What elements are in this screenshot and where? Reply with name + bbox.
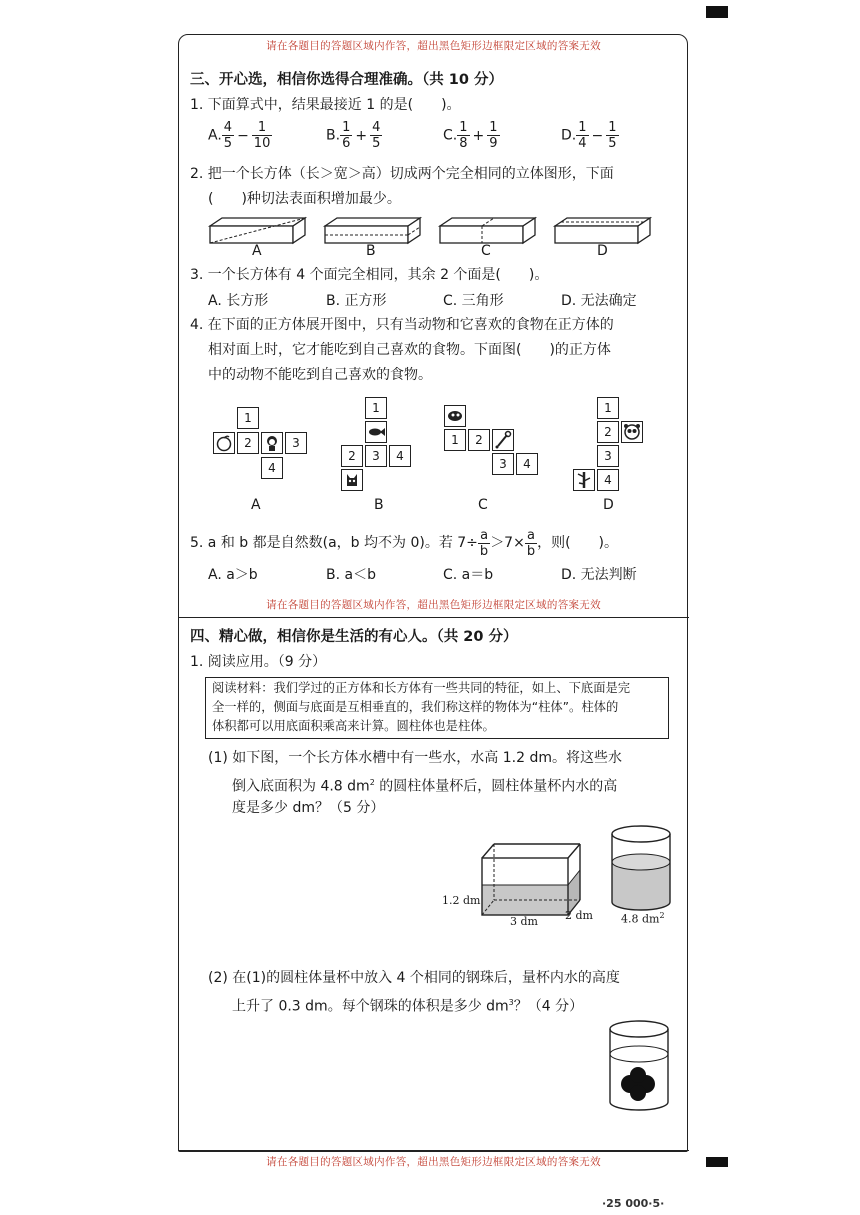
- corner-mark-bottom: [706, 1157, 728, 1167]
- p1-line2-sup: 2: [369, 778, 375, 787]
- q4-line2: 相对面上时，它才能吃到自己喜欢的食物。下面图( )的正方体: [208, 342, 611, 358]
- q2-label-c: C: [481, 243, 491, 259]
- section-divider: [178, 617, 689, 618]
- q1-option-c: [443, 120, 500, 151]
- reading-line-1: 阅读材料：我们学过的正方体和长方体有一些共同的特征，如上、下底面是完: [212, 681, 631, 695]
- q5-option-a: A. a＞b: [208, 567, 258, 583]
- steel-ball-icon: [630, 1067, 646, 1083]
- net-b-cell-1: 1: [365, 397, 387, 419]
- mid-warning: 请在各题目的答题区域内作答，超出黑色矩形边框限定区域的答案无效: [266, 599, 601, 611]
- net-c-cell-3: 3: [492, 453, 514, 475]
- q5-stem: [190, 526, 618, 560]
- q4-line3: 中的动物不能吃到自己喜欢的食物。: [208, 367, 432, 383]
- net-c-dog: [444, 405, 466, 427]
- q1-frac-b-num: 1: [252, 120, 273, 136]
- p1-line3: 度是多少 dm？（5 分）: [232, 800, 385, 816]
- q2-label-d: D: [597, 243, 608, 259]
- cylinder-figure: [608, 822, 674, 914]
- q2-line2: ( )种切法表面积增加最少。: [208, 191, 401, 207]
- q1-frac-b-den: 9: [489, 136, 498, 151]
- q1-frac-a: [340, 120, 352, 151]
- net-d-panda: [621, 421, 643, 443]
- q5-frac2-den: b: [526, 543, 536, 559]
- q5-option-d: D. 无法判断: [561, 567, 637, 583]
- q1-operator: +: [472, 127, 485, 144]
- cylinder-area-sup: 2: [659, 911, 665, 920]
- q1-option-b: [326, 120, 382, 151]
- q5-mid: ＞7×: [490, 535, 525, 551]
- q1-frac-b: [252, 120, 273, 151]
- q1-frac-a-num: 4: [223, 120, 233, 135]
- section3-title: 三、开心选，相信你选得合理准确。（共 10 分）: [190, 72, 504, 88]
- q5-fraction-2: [525, 528, 537, 559]
- q1-option-label: D.: [561, 127, 577, 144]
- net-a-cell-3: 3: [285, 432, 307, 454]
- cut-figure-b: [325, 218, 420, 243]
- net-b-fish: [365, 421, 387, 443]
- cut-figures: [205, 212, 665, 260]
- net-a-cell-2: 2: [237, 432, 259, 454]
- net-b-cell-2: 2: [341, 445, 363, 467]
- q1-frac-a-num: 1: [578, 120, 587, 135]
- q1-option-a: [208, 120, 272, 151]
- q2-line1: 2. 把一个长方体（长＞宽＞高）切成两个完全相同的立体图形，下面: [190, 166, 614, 182]
- panda-icon: [622, 422, 642, 442]
- q2-label-b: B: [366, 243, 376, 259]
- p1-line1: (1) 如下图，一个长方体水槽中有一些水，水高 1.2 dm。将这些水: [208, 750, 622, 766]
- q5-pre: 5. a 和 b 都是自然数(a，b 均不为 0)。若 7÷: [190, 535, 478, 551]
- q1-frac-b-den: 10: [253, 136, 271, 151]
- net-a-monkey: [261, 432, 283, 454]
- q1-frac-a: [222, 120, 234, 151]
- q3-option-d: D. 无法确定: [561, 293, 637, 309]
- q1-stem: 1. 下面算式中，结果最接近 1 的是( )。: [190, 97, 461, 113]
- q2-label-a: A: [252, 243, 262, 259]
- q5-option-c: C. a＝b: [443, 567, 494, 583]
- net-c-cell-4: 4: [516, 453, 538, 475]
- q4-line1: 4. 在下面的正方体展开图中，只有当动物和它喜欢的食物在正方体的: [190, 317, 614, 333]
- net-c-cell-2: 2: [468, 429, 490, 451]
- net-d-bamboo: [573, 469, 595, 491]
- q1-operator: +: [355, 127, 368, 144]
- cylinder-balls-figure: [606, 1018, 672, 1113]
- monkey-icon: [262, 433, 282, 453]
- q3-option-c: C. 三角形: [443, 293, 504, 309]
- reading-line-3: 体积都可以用底面积乘高来计算。圆柱体也是柱体。: [212, 719, 495, 733]
- q1-frac-b-den: 5: [372, 136, 381, 151]
- bone-icon: [493, 430, 513, 450]
- q1-frac-a: [457, 120, 469, 151]
- q1-frac-b: [370, 120, 382, 151]
- q1-option-label: C.: [443, 127, 458, 144]
- p1-line2b: 的圆柱体量杯后，圆柱体量杯内水的高: [374, 778, 618, 795]
- p1-line2: [232, 773, 617, 797]
- steel-ball-icon: [630, 1085, 646, 1101]
- q1-frac-b-num: 1: [489, 120, 498, 135]
- net-a-cell-1: 1: [237, 407, 259, 429]
- q1-frac-b: [487, 120, 499, 151]
- q1-frac-a-den: 8: [459, 136, 468, 151]
- tank-figure: [478, 840, 588, 920]
- net-c-bone: [492, 429, 514, 451]
- tank-height-label: 1.2 dm: [442, 894, 481, 907]
- q1-option-label: A.: [208, 127, 222, 144]
- q1-option-d: [561, 120, 619, 151]
- reading-material-box: [205, 677, 669, 739]
- net-b-cat: [341, 469, 363, 491]
- net-d-cell-4: 4: [597, 469, 619, 491]
- cat-icon: [342, 470, 362, 490]
- q1-frac-a-num: 1: [459, 120, 468, 135]
- q4-label-d: D: [603, 497, 614, 513]
- section4-q1-title: 1. 阅读应用。（9 分）: [190, 654, 327, 670]
- q5-option-b: B. a＜b: [326, 567, 376, 583]
- corner-mark-top: [706, 6, 728, 18]
- q5-frac2-num: a: [525, 528, 537, 544]
- net-a-cell-4: 4: [261, 457, 283, 479]
- p2-line2a: 上升了 0.3 dm。每个钢珠的体积是多少 dm: [232, 998, 509, 1015]
- p2-line2b: ？（4 分）: [513, 998, 584, 1015]
- fish-icon: [366, 422, 386, 442]
- q1-frac-a-num: 1: [342, 120, 351, 135]
- cylinder-area-label: [621, 911, 665, 926]
- net-a-peach: [213, 432, 235, 454]
- q5-post: ，则( )。: [537, 535, 619, 551]
- q1-frac-b: [606, 120, 618, 151]
- cylinder-area-text: 4.8 dm: [621, 912, 660, 926]
- tank-width-label: 2 dm: [565, 909, 593, 922]
- reading-line-2: 全一样的，侧面与底面是互相垂直的，我们称这样的物体为“柱体”。柱体的: [212, 700, 619, 714]
- q1-option-label: B.: [326, 127, 341, 144]
- cut-figure-d: [555, 218, 650, 243]
- q1-frac-a-den: 5: [223, 136, 233, 151]
- q1-frac-a: [576, 120, 588, 151]
- q1-frac-a-den: 6: [342, 136, 351, 151]
- p2-line2-sup: 3: [508, 998, 514, 1007]
- q1-frac-b-den: 5: [608, 136, 617, 151]
- q4-label-a: A: [251, 497, 261, 513]
- footer-warning: 请在各题目的答题区域内作答，超出黑色矩形边框限定区域的答案无效: [266, 1156, 601, 1168]
- net-d-cell-3: 3: [597, 445, 619, 467]
- q4-label-b: B: [374, 497, 384, 513]
- net-d-cell-1: 1: [597, 397, 619, 419]
- q5-frac1-den: b: [479, 543, 489, 559]
- net-c-cell-1: 1: [444, 429, 466, 451]
- bottom-border: [178, 1150, 689, 1151]
- p2-line2: [232, 993, 583, 1017]
- peach-icon: [214, 433, 234, 453]
- bamboo-icon: [574, 470, 594, 490]
- page-code: ·25 000·5·: [602, 1197, 665, 1210]
- q5-frac1-num: a: [478, 528, 490, 544]
- q1-operator: −: [591, 127, 604, 144]
- header-warning: 请在各题目的答题区域内作答，超出黑色矩形边框限定区域的答案无效: [266, 40, 601, 52]
- q3-stem: 3. 一个长方体有 4 个面完全相同，其余 2 个面是( )。: [190, 267, 549, 283]
- p2-line1: (2) 在(1)的圆柱体量杯中放入 4 个相同的钢珠后，量杯内水的高度: [208, 970, 620, 986]
- cut-figure-c: [440, 218, 535, 243]
- q4-label-c: C: [478, 497, 488, 513]
- q3-option-a: A. 长方形: [208, 293, 269, 309]
- q1-operator: −: [237, 127, 249, 144]
- q1-frac-b-num: 4: [372, 120, 381, 135]
- net-d-cell-2: 2: [597, 421, 619, 443]
- q3-option-b: B. 正方形: [326, 293, 387, 309]
- q5-fraction-1: [478, 528, 490, 559]
- q1-frac-a-den: 4: [578, 136, 587, 151]
- dog-icon: [445, 406, 465, 426]
- net-b-cell-4: 4: [389, 445, 411, 467]
- tank-length-label: 3 dm: [510, 915, 538, 928]
- net-b-cell-3: 3: [365, 445, 387, 467]
- p1-line2a: 倒入底面积为 4.8 dm: [232, 778, 370, 795]
- cut-figure-a: [210, 218, 305, 243]
- q1-frac-b-num: 1: [608, 120, 617, 135]
- section4-title: 四、精心做，相信你是生活的有心人。（共 20 分）: [190, 629, 518, 645]
